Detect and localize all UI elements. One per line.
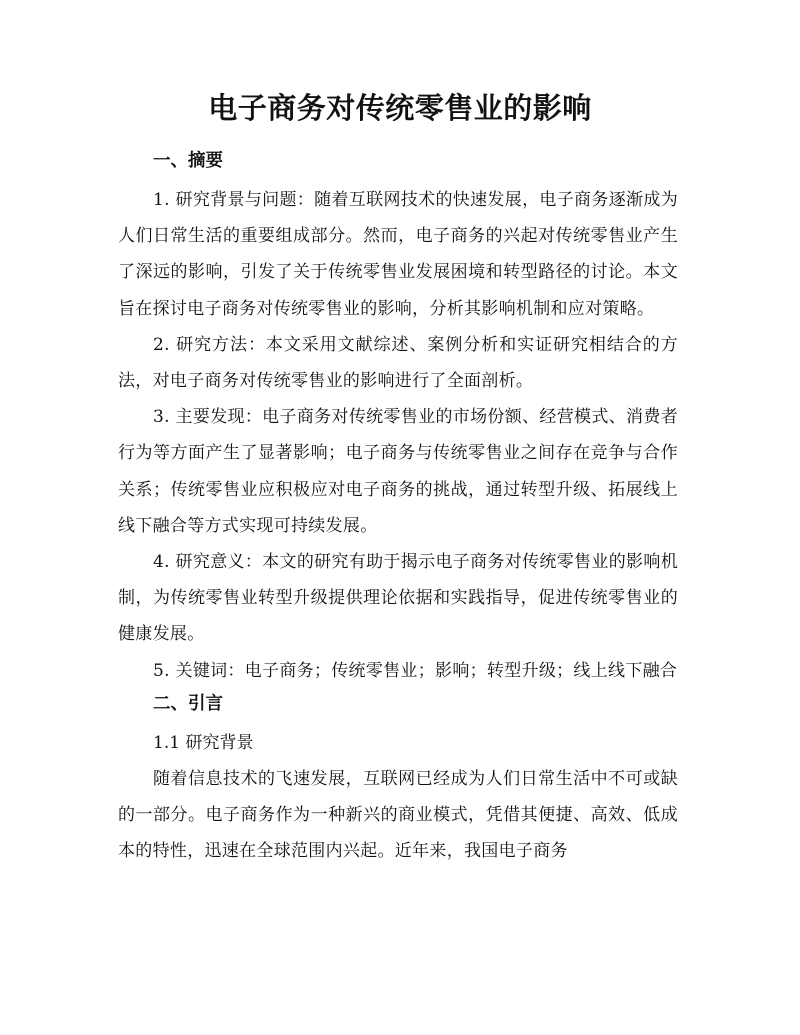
introduction-subheading: 1.1 研究背景 [153,732,254,753]
abstract-paragraph-2: 2. 研究方法：本文采用文献综述、案例分析和实证研究相结合的方法，对电子商务对传统零售业的影响进行了全面剖析。 [118,334,678,392]
document-title: 电子商务对传统零售业的影响 [208,91,592,125]
abstract-paragraph-1: 1. 研究背景与问题：随着互联网技术的快速发展，电子商务逐渐成为人们日常生活的重要组成部分。然而，电子商务的兴起对传统零售业产生了深远的影响，引发了关于传统零售业发展困境和转型路径的讨论。本文旨在探讨电子商务对传统零售业的影响，分析其影响机制和应对策略。 [118,190,678,319]
introduction-heading: 二、引言 [153,693,223,714]
abstract-heading: 一、摘要 [153,151,223,171]
document-body [118,148,678,870]
abstract-paragraph-4: 4. 研究意义：本文的研究有助于揭示电子商务对传统零售业的影响机制，为传统零售业转型升级提供理论依据和实践指导，促进传统零售业的健康发展。 [118,552,678,645]
abstract-paragraph-5: 5. 关键词：电子商务；传统零售业；影响；转型升级；线上线下融合 [153,660,678,681]
introduction-paragraph: 随着信息技术的飞速发展，互联网已经成为人们日常生活中不可或缺的一部分。电子商务作为一种新兴的商业模式，凭借其便捷、高效、低成本的特性，迅速在全球范围内兴起。近年来，我国电子商务 [118,769,678,862]
abstract-paragraph-3: 3. 主要发现：电子商务对传统零售业的市场份额、经营模式、消费者行为等方面产生了显著影响；电子商务与传统零售业之间存在竞争与合作关系；传统零售业应积极应对电子商务的挑战，通过转型升级、拓展线上线下融合等方式实现可持续发展。 [118,407,678,536]
